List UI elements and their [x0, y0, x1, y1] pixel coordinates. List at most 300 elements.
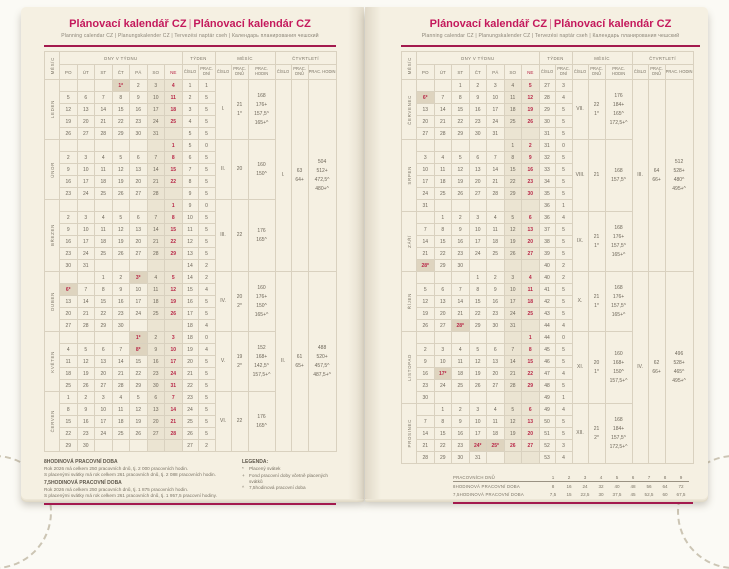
month-workdays-cell	[231, 140, 248, 200]
value-line: 528+	[673, 359, 685, 366]
week-number-cell: 35	[539, 188, 555, 200]
day-cell: 27	[522, 248, 540, 260]
week-workdays-cell: 5	[555, 248, 572, 260]
month-number-cell: IV.	[215, 272, 231, 332]
day-cell: 28	[487, 188, 505, 200]
sub-header: PRAC. DNÍ	[555, 65, 572, 80]
conversion-row	[453, 482, 689, 491]
day-header-so: SO	[147, 65, 165, 80]
day-cell: 9	[130, 92, 148, 104]
day-cell: 16	[60, 176, 78, 188]
day-cell: 27	[77, 128, 95, 140]
value-line: 142,5^	[254, 362, 269, 369]
day-cell: 21	[452, 308, 470, 320]
day-cell: 24	[504, 308, 522, 320]
day-cell: 12	[522, 92, 540, 104]
day-cell	[469, 332, 487, 344]
day-cell: 4	[112, 392, 130, 404]
day-cell: 25	[60, 380, 78, 392]
day-cell: 31	[417, 200, 435, 212]
day-cell: 6	[147, 392, 165, 404]
week-number-cell: 31	[539, 140, 555, 152]
value-line: 1*	[594, 302, 599, 309]
month-number-cell: VI.	[215, 392, 231, 452]
month-workdays-cell	[588, 272, 605, 332]
day-cell: 22	[452, 116, 470, 128]
month-name-label: KVĚTEN	[49, 350, 55, 373]
day-cell	[95, 140, 113, 152]
day-cell: 18	[487, 428, 505, 440]
day-cell: 13	[95, 356, 113, 368]
day-cell: 30	[60, 260, 78, 272]
week-workdays-cell: 5	[555, 128, 572, 140]
month-name	[45, 140, 60, 200]
value-line: 165+^	[254, 119, 269, 126]
value-line: 165+^	[254, 311, 269, 318]
day-cell: 7	[434, 92, 452, 104]
day-cell: 14	[95, 104, 113, 116]
page-right	[365, 7, 708, 499]
day-cell	[112, 332, 130, 344]
conversion-value: 7,5	[549, 491, 557, 497]
day-cell	[522, 320, 540, 332]
month-workhours-cell	[248, 332, 275, 392]
day-cell: 5	[417, 284, 435, 296]
day-cell: 30	[130, 128, 148, 140]
day-cell	[434, 392, 452, 404]
month-number-cell: I.	[215, 80, 231, 140]
day-cell: 21	[487, 176, 505, 188]
quarter-number-cell: II.	[275, 272, 291, 452]
day-cell: 11	[95, 224, 113, 236]
day-cell: 16	[469, 104, 487, 116]
day-cell: 29	[452, 128, 470, 140]
title-divider: |	[549, 18, 552, 30]
day-cell: 8	[165, 212, 183, 224]
value-line: 157,5^	[254, 110, 269, 117]
day-cell: 3	[469, 212, 487, 224]
day-cell: 6	[434, 284, 452, 296]
value-line: 150^	[256, 170, 267, 177]
day-cell: 20	[77, 116, 95, 128]
day-cell	[130, 200, 148, 212]
day-cell: 10	[417, 164, 435, 176]
value-line: 64	[653, 167, 660, 174]
worktime-notes	[44, 457, 234, 499]
week-workdays-cell: 4	[198, 284, 215, 296]
week-number-cell: 36	[539, 200, 555, 212]
day-cell: 24	[417, 188, 435, 200]
month-number-cell: XI.	[572, 332, 588, 404]
day-cell: 24	[469, 248, 487, 260]
week-number-cell: 34	[539, 176, 555, 188]
day-cell	[417, 404, 435, 416]
day-cell: 4	[504, 80, 522, 92]
day-cell: 2	[77, 392, 95, 404]
day-cell	[60, 332, 78, 344]
value-line: 495+^	[672, 377, 686, 384]
week-number-cell: 7	[182, 164, 198, 176]
day-cell: 17	[469, 428, 487, 440]
week-workdays-cell: 5	[555, 116, 572, 128]
value-line: 168	[257, 92, 266, 99]
week-workdays-cell: 5	[198, 428, 215, 440]
week-number-cell: 3	[182, 104, 198, 116]
day-cell: 19	[504, 236, 522, 248]
conversion-value: 56	[646, 483, 652, 489]
day-header-pá: PÁ	[487, 65, 505, 80]
week-number-cell: 15	[182, 284, 198, 296]
day-cell: 4	[147, 272, 165, 284]
day-cell: 12	[452, 164, 470, 176]
conversion-value: 6	[625, 473, 641, 482]
day-cell: 23	[522, 176, 540, 188]
day-cell: 20	[469, 176, 487, 188]
value-line: 512+	[316, 167, 328, 174]
day-cell: 30	[147, 380, 165, 392]
week-number-cell: 46	[539, 356, 555, 368]
day-cell: 9	[60, 224, 78, 236]
week-workdays-cell: 3	[555, 440, 572, 452]
day-cell: 6	[469, 152, 487, 164]
quarter-workdays-cell	[648, 80, 665, 272]
day-cell: 13	[487, 356, 505, 368]
legend-text: Placený svátek	[249, 466, 281, 471]
week-workdays-cell: 5	[555, 176, 572, 188]
week-workdays-cell: 0	[198, 332, 215, 344]
month-name-label: ÚNOR	[49, 161, 55, 178]
day-cell: 20	[522, 236, 540, 248]
day-cell	[469, 140, 487, 152]
day-cell: 9	[77, 404, 95, 416]
week-workdays-cell: 5	[555, 188, 572, 200]
day-cell: 8	[434, 224, 452, 236]
day-cell: 12	[112, 164, 130, 176]
day-cell: 13	[522, 416, 540, 428]
day-cell: 3	[434, 344, 452, 356]
value-line: 21	[593, 293, 600, 300]
month-number-cell: VII.	[572, 80, 588, 140]
day-cell: 29	[95, 320, 113, 332]
month-name-label: BŘEZEN	[49, 224, 55, 247]
day-cell: 7	[112, 344, 130, 356]
sub-header: PRAC. DNÍ	[198, 65, 215, 80]
day-cell: 28	[95, 128, 113, 140]
week-number-cell: 27	[182, 440, 198, 452]
legend-text: 7,5hodinová pracovní doba	[249, 485, 306, 491]
day-cell	[77, 272, 95, 284]
day-cell: 31	[469, 452, 487, 464]
day-cell: 27	[434, 320, 452, 332]
day-cell: 3	[504, 272, 522, 284]
week-workdays-cell: 5	[555, 164, 572, 176]
week-workdays-cell: 4	[555, 320, 572, 332]
day-cell: 13	[417, 104, 435, 116]
day-cell: 25	[522, 308, 540, 320]
day-cell: 1	[60, 392, 78, 404]
week-workdays-cell: 0	[555, 332, 572, 344]
quarter-number-cell: IV.	[632, 272, 648, 464]
day-cell	[417, 272, 435, 284]
day-cell: 25	[112, 428, 130, 440]
day-cell: 25	[504, 116, 522, 128]
value-line: 22	[593, 101, 600, 108]
header-rule	[44, 45, 336, 47]
value-line: 488	[317, 344, 327, 351]
calendar-table	[44, 51, 337, 452]
day-cell: 23	[77, 428, 95, 440]
day-cell: 28	[165, 428, 183, 440]
sub-header: PRAC. HODIN	[248, 65, 275, 80]
day-cell: 5	[112, 212, 130, 224]
day-cell: 31	[165, 380, 183, 392]
day-cell: 17	[165, 356, 183, 368]
days-group-header: DNY V TÝDNU	[417, 52, 540, 65]
day-cell: 16	[487, 296, 505, 308]
day-cell: 24	[487, 116, 505, 128]
day-cell: 21	[112, 368, 130, 380]
month-workdays-cell	[588, 332, 605, 404]
week-number-cell: 24	[182, 404, 198, 416]
value-line: 21	[593, 172, 600, 178]
quarter-group-header: ČTVRTLETÍ	[275, 52, 336, 65]
month-name	[45, 392, 60, 452]
day-cell: 6	[487, 344, 505, 356]
worktime-line: Rok 2026 má celkem 250 pracovních dnů, tj. 2 000 pracovních hodin.	[44, 466, 189, 471]
day-cell: 18	[60, 368, 78, 380]
day-cell: 14	[147, 224, 165, 236]
week-number-cell: 43	[539, 308, 555, 320]
day-cell: 18	[487, 236, 505, 248]
value-line: 66+	[652, 368, 661, 375]
day-cell: 26	[112, 248, 130, 260]
day-cell	[60, 140, 78, 152]
week-number-cell: 25	[182, 416, 198, 428]
day-cell: 20	[60, 308, 78, 320]
week-number-cell: 44	[539, 332, 555, 344]
day-cell: 29	[504, 188, 522, 200]
week-number-cell: 49	[539, 404, 555, 416]
day-cell: 7	[487, 152, 505, 164]
sub-header: PRAC. DNŮ	[231, 65, 248, 80]
day-cell: 14	[165, 404, 183, 416]
day-cell: 27	[130, 188, 148, 200]
week-number-cell: 48	[539, 380, 555, 392]
title-slovak: Plánovací kalendár CZ	[553, 18, 672, 30]
week-workdays-cell: 5	[198, 152, 215, 164]
day-cell: 28	[417, 452, 435, 464]
value-line: 157,5^	[611, 176, 626, 183]
week-number-cell: 5	[182, 128, 198, 140]
value-line: 157,5+^	[609, 377, 628, 384]
day-cell: 14	[452, 296, 470, 308]
day-cell: 5	[504, 404, 522, 416]
value-line: 65+	[295, 362, 304, 369]
day-cell: 13	[434, 296, 452, 308]
week-number-cell: 49	[539, 392, 555, 404]
value-line: 472,5^	[314, 176, 330, 183]
legend-symbol: *	[242, 466, 244, 471]
month-name-label: ŘÍJEN	[406, 293, 412, 310]
week-number-cell: 45	[539, 344, 555, 356]
day-cell: 16	[147, 356, 165, 368]
day-cell: 28	[147, 188, 165, 200]
legend-item	[242, 473, 336, 485]
month-name-label: LEDEN	[49, 100, 55, 119]
month-number-cell: III.	[215, 200, 231, 272]
conversion-value: 3	[577, 473, 593, 482]
day-cell: 6	[522, 404, 540, 416]
day-cell	[95, 260, 113, 272]
week-number-cell: 4	[182, 116, 198, 128]
header-group-row	[402, 52, 694, 65]
day-cell	[112, 260, 130, 272]
day-cell: 18	[504, 104, 522, 116]
day-cell: 4	[487, 404, 505, 416]
week-number-cell: 9	[182, 188, 198, 200]
week-workdays-cell: 5	[198, 368, 215, 380]
month-name	[402, 404, 417, 464]
day-cell	[130, 260, 148, 272]
day-cell	[469, 392, 487, 404]
value-line: 157,5+^	[252, 371, 271, 378]
header-rule	[401, 45, 700, 47]
value-line: 22	[236, 232, 243, 238]
legend-item	[242, 466, 336, 472]
week-number-cell: 20	[182, 356, 198, 368]
week-workdays-cell: 1	[555, 200, 572, 212]
day-cell: 26	[504, 248, 522, 260]
value-line: 176	[257, 413, 266, 420]
month-column-header	[402, 52, 417, 80]
day-cell: 1*	[130, 332, 148, 344]
value-line: 480+^	[315, 185, 329, 192]
day-cell: 30	[469, 128, 487, 140]
day-cell: 14	[77, 296, 95, 308]
day-cell: 14	[504, 356, 522, 368]
value-line: 21	[593, 425, 600, 432]
day-cell: 2	[60, 212, 78, 224]
week-workdays-cell: 0	[198, 200, 215, 212]
day-cell: 11	[487, 224, 505, 236]
day-cell: 26	[504, 440, 522, 452]
day-cell: 3	[95, 392, 113, 404]
month-workdays-cell	[588, 80, 605, 140]
month-name-label: SRPEN	[406, 166, 412, 185]
day-cell: 3	[487, 80, 505, 92]
conversion-value: 7	[641, 473, 657, 482]
day-header-ne: NE	[522, 65, 540, 80]
month-name-label: LISTOPAD	[406, 354, 412, 381]
value-line: 495+^	[672, 185, 686, 192]
week-workdays-cell: 4	[198, 320, 215, 332]
day-cell: 22	[112, 116, 130, 128]
value-line: 176+	[255, 293, 268, 300]
day-cell	[487, 332, 505, 344]
day-cell: 22	[434, 248, 452, 260]
day-cell: 9	[417, 356, 435, 368]
week-number-cell: 40	[539, 260, 555, 272]
value-line: 176+	[255, 101, 268, 108]
worktime-section-title: 7,5HODINOVÁ PRACOVNÍ DOBA	[44, 480, 122, 486]
day-cell: 5	[504, 212, 522, 224]
day-cell: 23	[60, 248, 78, 260]
day-cell: 4	[95, 212, 113, 224]
day-cell: 5	[452, 152, 470, 164]
month-name	[402, 140, 417, 212]
sub-header: ČÍSLO	[275, 65, 291, 80]
month-number-cell: V.	[215, 332, 231, 392]
value-line: 176+	[612, 293, 625, 300]
week-workdays-cell: 4	[555, 212, 572, 224]
calendar-table	[401, 51, 694, 464]
title-czech: Plánovací kalendář CZ	[429, 18, 548, 30]
day-cell: 25	[487, 248, 505, 260]
day-cell	[522, 392, 540, 404]
week-workdays-cell: 2	[198, 440, 215, 452]
sub-header: ČÍSLO	[215, 65, 231, 80]
day-cell: 17	[77, 236, 95, 248]
day-cell: 16	[60, 236, 78, 248]
day-cell: 11	[452, 356, 470, 368]
conversion-row	[453, 490, 689, 498]
value-line: 165^	[256, 236, 267, 243]
day-cell: 11	[95, 164, 113, 176]
week-number-cell: 42	[539, 296, 555, 308]
day-cell: 14	[147, 164, 165, 176]
day-cell: 19	[504, 428, 522, 440]
day-cell: 24	[147, 116, 165, 128]
value-line: 157,5^	[611, 434, 626, 441]
month-workhours-cell	[605, 404, 632, 464]
month-workhours-cell	[605, 212, 632, 272]
week-workdays-cell: 5	[198, 248, 215, 260]
value-line: 152	[257, 344, 266, 351]
day-cell: 5	[522, 80, 540, 92]
day-cell: 11	[60, 356, 78, 368]
header-sub-row	[45, 65, 337, 80]
day-cell: 9	[452, 224, 470, 236]
day-cell	[522, 200, 540, 212]
month-workhours-cell	[248, 392, 275, 452]
legend-symbol: ^	[242, 485, 245, 491]
day-header-ne: NE	[165, 65, 183, 80]
day-cell: 9	[469, 92, 487, 104]
day-cell: 2	[452, 212, 470, 224]
day-cell: 5	[165, 272, 183, 284]
value-line: 64+	[295, 176, 304, 183]
day-cell: 10	[434, 356, 452, 368]
day-cell	[165, 128, 183, 140]
day-cell: 11	[487, 416, 505, 428]
day-cell: 31	[147, 128, 165, 140]
day-cell	[434, 140, 452, 152]
week-row	[402, 80, 694, 92]
header-group-row	[45, 52, 337, 65]
week-number-cell: 31	[539, 128, 555, 140]
day-cell: 3	[165, 332, 183, 344]
day-header-út: ÚT	[77, 65, 95, 80]
day-cell: 23	[112, 308, 130, 320]
day-cell: 19	[77, 368, 95, 380]
sub-header: ČÍSLO	[632, 65, 648, 80]
week-number-cell: 52	[539, 440, 555, 452]
week-workdays-cell: 5	[555, 296, 572, 308]
week-number-cell: 53	[539, 452, 555, 464]
week-number-cell: 26	[182, 428, 198, 440]
month-column-label: MĚSÍC	[49, 56, 55, 75]
day-cell	[77, 332, 95, 344]
